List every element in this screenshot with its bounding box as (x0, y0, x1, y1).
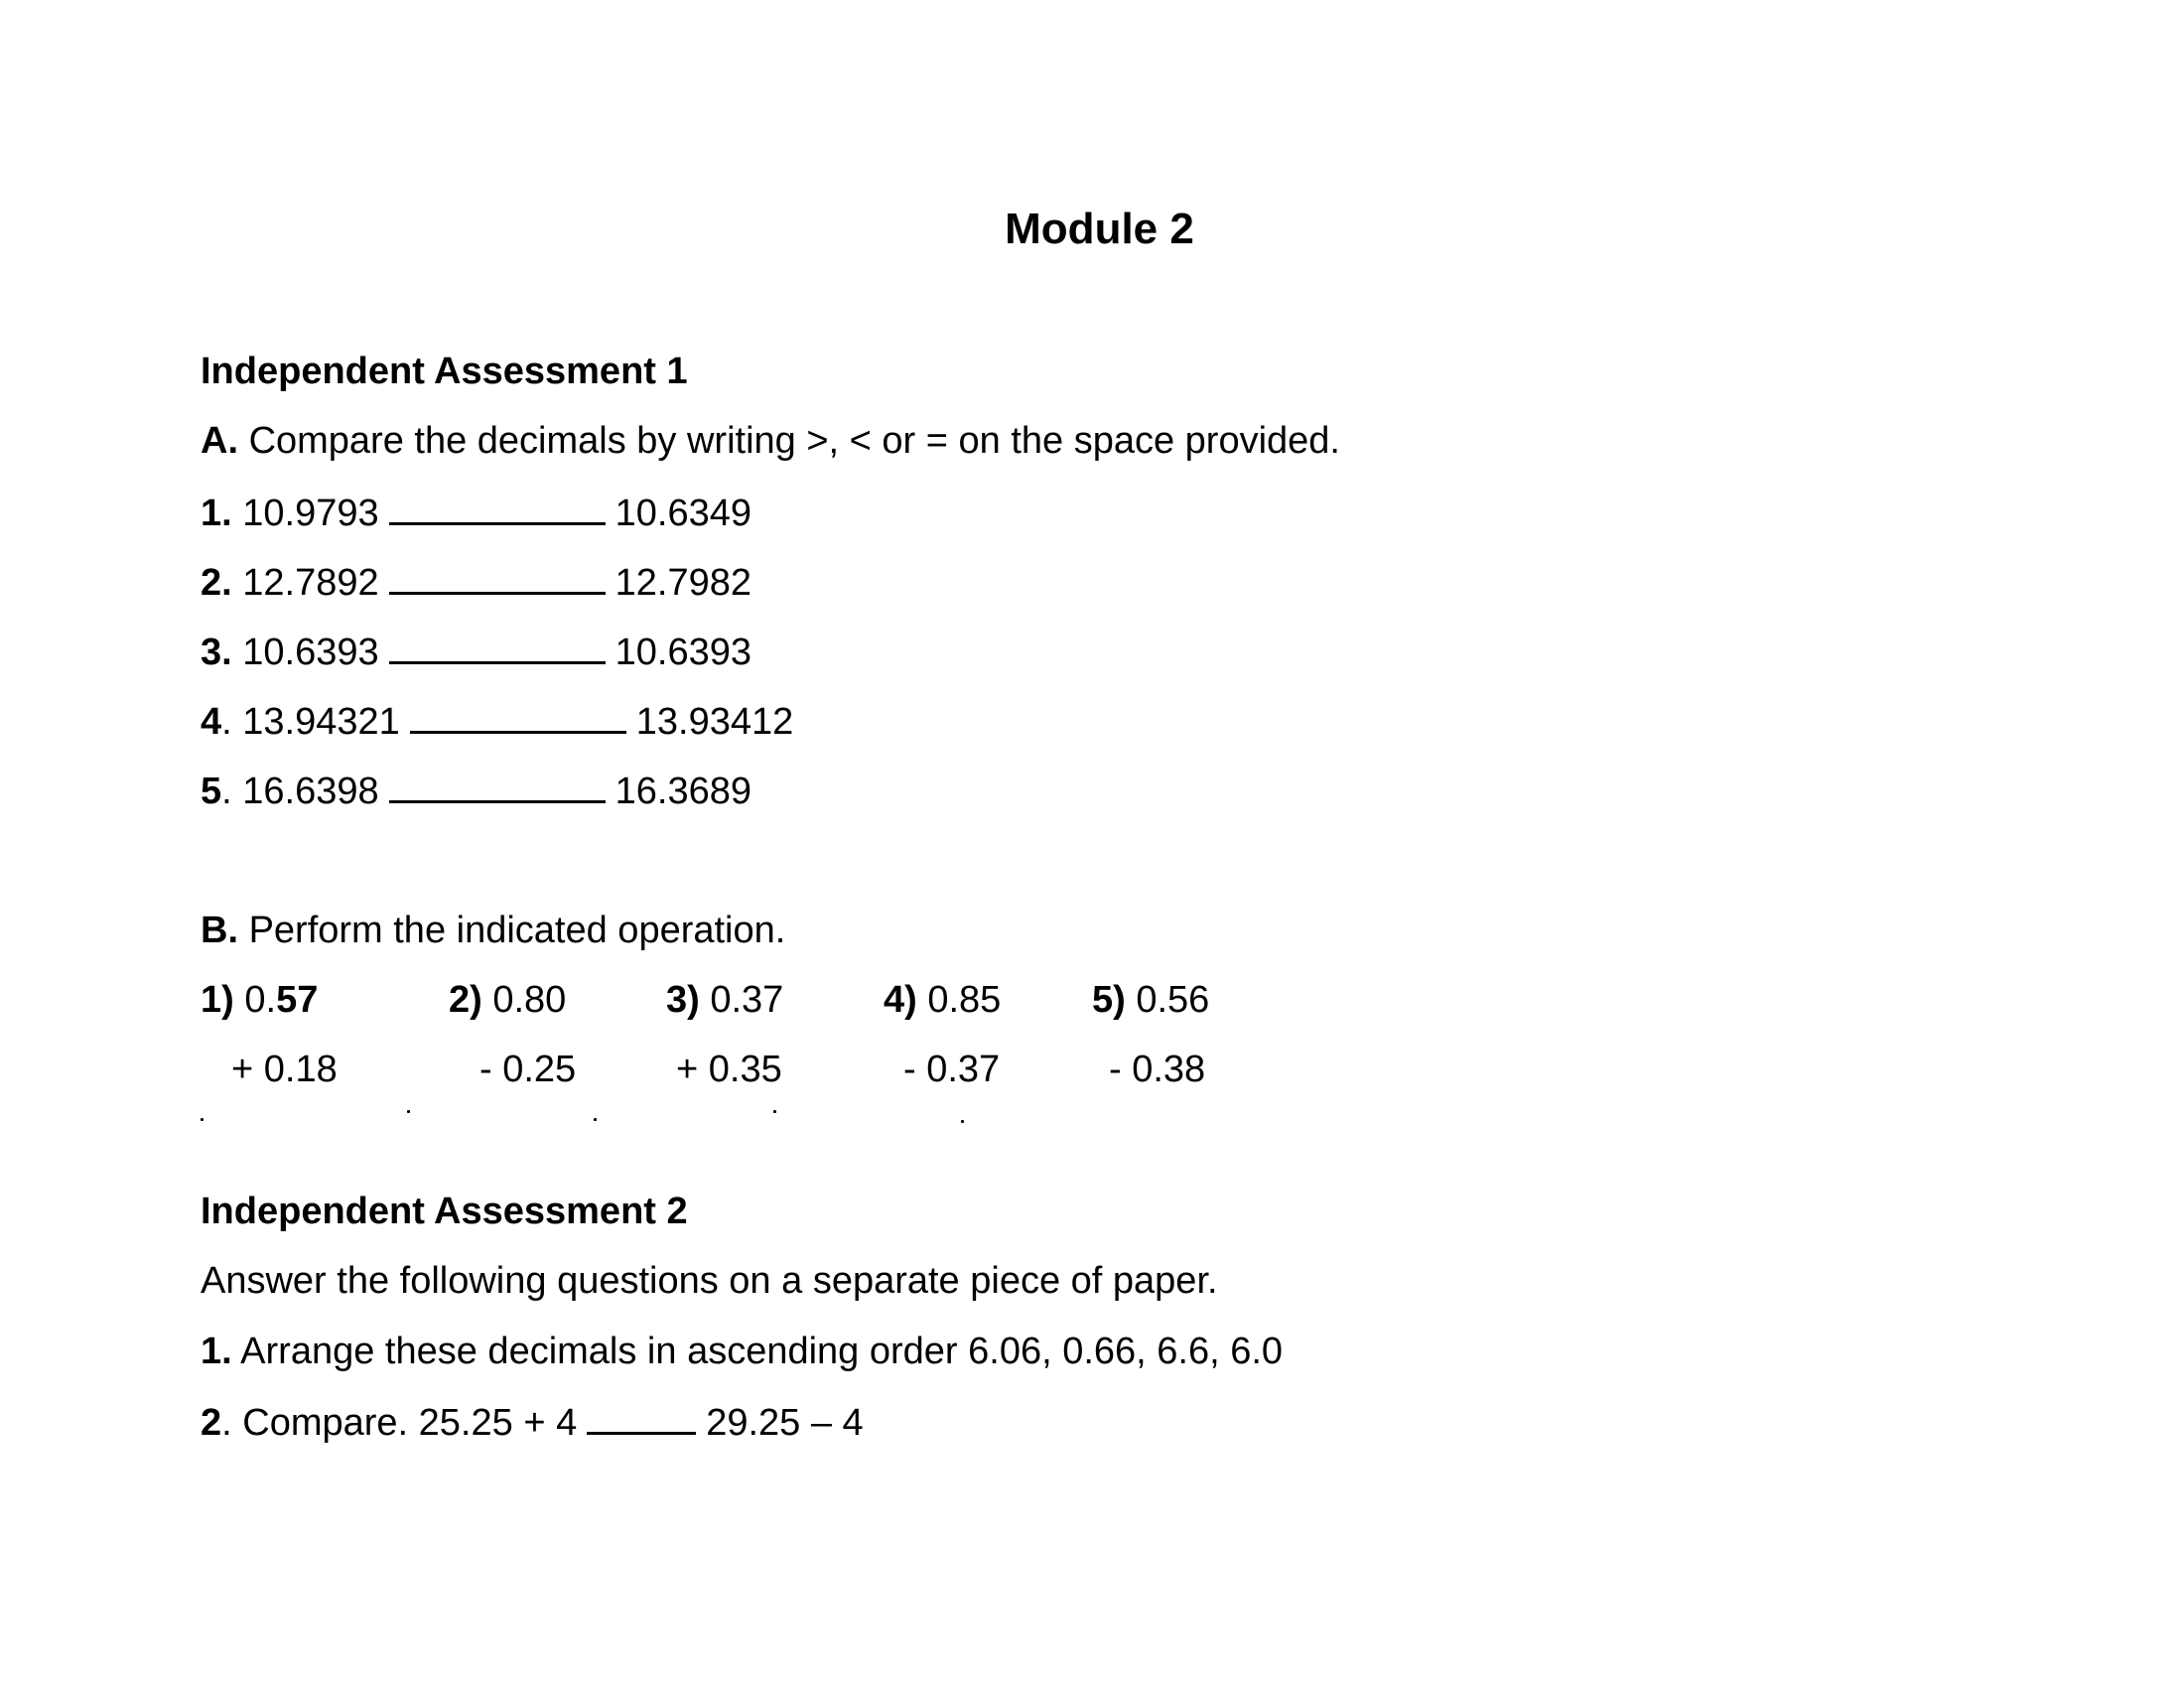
question-text: Arrange these decimals in ascending order 6.06, 0.66, 6.6, 6.0 (240, 1331, 1284, 1372)
question-number: 1. (201, 1331, 232, 1372)
problem-top-value: 0.37 (710, 979, 784, 1021)
problem-top-value: 0.56 (1136, 979, 1210, 1021)
answer-blank[interactable] (410, 701, 626, 734)
assessment-1-heading: Independent Assessment 1 (201, 351, 688, 392)
left-value: 12.7892 (242, 562, 379, 604)
problem-4-top (884, 981, 1001, 1019)
problem-number: 1) (201, 979, 234, 1021)
answer-blank[interactable] (389, 632, 606, 664)
problem-2-top (449, 981, 566, 1019)
problem-4-bottom: - 0.37 (903, 1049, 1001, 1090)
question-text-right: 29.25 – 4 (706, 1402, 864, 1444)
problem-1-bottom: + 0.18 (231, 1049, 338, 1090)
page-title: Module 2 (1005, 205, 1194, 253)
answer-blank[interactable] (389, 771, 606, 803)
problem-number: 3) (666, 979, 700, 1021)
part-a-label: A. (201, 420, 238, 462)
question-number: 2 (201, 1402, 222, 1444)
problem-number: 4) (884, 979, 917, 1021)
part-a-instruction (201, 422, 1340, 460)
problem-5-bottom: - 0.38 (1109, 1049, 1206, 1090)
compare-item-3 (201, 632, 751, 671)
part-b-text: Perform the indicated operation. (248, 910, 786, 951)
problem-top-value: 0.85 (927, 979, 1002, 1021)
item-number-dot: . (221, 771, 232, 812)
question-2 (201, 1402, 864, 1442)
right-value: 12.7982 (614, 562, 752, 604)
answer-blank[interactable] (389, 562, 606, 595)
left-value: 13.94321 (242, 701, 400, 743)
stray-mark (594, 1118, 597, 1121)
item-number: 5 (201, 771, 222, 812)
stray-mark (773, 1110, 776, 1113)
item-number: 3. (201, 632, 232, 673)
problem-2-bottom: - 0.25 (479, 1049, 577, 1090)
problem-number: 5) (1092, 979, 1126, 1021)
problem-3-bottom: + 0.35 (676, 1049, 782, 1090)
question-text-left: Compare. 25.25 + 4 (242, 1402, 578, 1444)
problem-top-value-bold: 57 (276, 979, 319, 1021)
item-number: 1. (201, 492, 232, 534)
compare-item-2 (201, 562, 751, 602)
stray-mark (961, 1120, 964, 1123)
item-number: 4 (201, 701, 222, 743)
assessment-2-instruction: Answer the following questions on a separate piece of paper. (201, 1260, 1218, 1302)
stray-mark (407, 1110, 410, 1113)
question-1 (201, 1333, 1283, 1370)
question-number-dot: . (221, 1402, 232, 1444)
compare-item-4 (201, 701, 793, 741)
compare-item-1 (201, 492, 751, 532)
left-value: 10.9793 (242, 492, 379, 534)
left-value: 16.6398 (242, 771, 379, 812)
problem-top-value: 0. (244, 979, 277, 1021)
part-b-instruction (201, 912, 785, 949)
stray-mark (201, 1118, 204, 1121)
item-number-dot: . (221, 701, 232, 743)
answer-blank[interactable] (389, 492, 606, 525)
right-value: 10.6349 (614, 492, 752, 534)
left-value: 10.6393 (242, 632, 379, 673)
part-a-text: Compare the decimals by writing >, < or = on the space provided. (248, 420, 1340, 462)
problem-1-top (201, 981, 318, 1019)
right-value: 16.3689 (614, 771, 752, 812)
problem-number: 2) (449, 979, 482, 1021)
right-value: 13.93412 (635, 701, 794, 743)
part-b-label: B. (201, 910, 238, 951)
compare-item-5 (201, 771, 751, 810)
answer-blank[interactable] (587, 1402, 696, 1435)
problem-5-top (1092, 981, 1209, 1019)
item-number: 2. (201, 562, 232, 604)
problem-top-value: 0.80 (492, 979, 567, 1021)
right-value: 10.6393 (614, 632, 752, 673)
problem-3-top (666, 981, 783, 1019)
assessment-2-heading: Independent Assessment 2 (201, 1191, 688, 1232)
